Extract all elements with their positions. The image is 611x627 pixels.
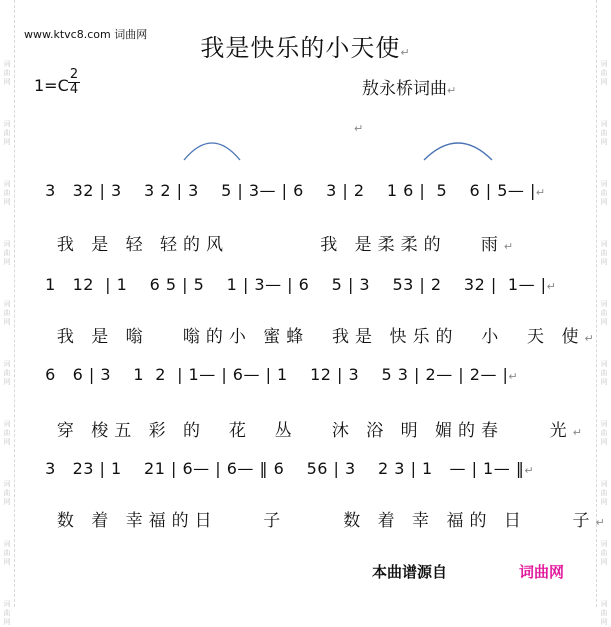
lyric-line-3: [34, 396, 591, 441]
time-signature-bottom: 4: [69, 82, 79, 97]
watermark-text: 词 曲 网: [600, 600, 608, 626]
watermark-text: 词 曲 网: [3, 420, 11, 446]
return-mark: ↵: [595, 516, 611, 529]
watermark-text: 词 曲 网: [3, 120, 11, 146]
notation-text: 1 12 | 1 6 5 | 5 1 | 3— | 6 5 | 3 53 | 2 32 | 1— |: [45, 275, 547, 294]
return-mark: ↵: [572, 426, 588, 439]
source-label: 本曲谱源自: [372, 563, 448, 581]
watermark-text: 词 曲 网: [600, 540, 608, 566]
lyric-text: 我 是 嗡 嗡的小 蜜蜂 我是 快乐的 小 天 使: [56, 327, 585, 347]
site-url[interactable]: www.ktvc8.com 词曲网: [24, 28, 148, 41]
lyric-text: 穿 梭五 彩 的 花 丛 沐 浴 明 媚的春 光: [56, 421, 573, 441]
composer-credit-text: 敖永桥词曲: [362, 79, 447, 99]
watermark-text: 词 曲 网: [600, 120, 608, 146]
notation-line-2: [34, 256, 591, 294]
watermark-text: 词 曲 网: [3, 60, 11, 86]
notation-text: 3 23 | 1 21 | 6— | 6— ‖ 6 56 | 3 2 3 | 1 — | 1— ‖: [45, 459, 525, 478]
watermark-text: 词 曲 网: [3, 360, 11, 386]
brand-link[interactable]: 词曲网: [519, 563, 565, 581]
return-mark: ↵: [546, 280, 557, 293]
watermark-text: 词 曲 网: [3, 180, 11, 206]
return-mark: ↵: [535, 186, 546, 199]
notation-line-1: [34, 162, 591, 200]
slur-mark: [424, 143, 492, 160]
watermark-text: 词 曲 网: [3, 540, 11, 566]
watermark-text: 词 曲 网: [600, 180, 608, 206]
time-signature-top: 2: [69, 67, 79, 82]
return-mark: ↵: [400, 46, 411, 59]
song-title-text: 我是快乐的小天使: [200, 34, 401, 62]
watermark-text: 词 曲 网: [600, 480, 608, 506]
watermark-text: 词 曲 网: [600, 420, 608, 446]
watermark-text: 词 曲 网: [600, 360, 608, 386]
notation-text: 6 6 | 3 1 2 | 1— | 6— | 1 12 | 3 5 3 | 2— | 2— |: [45, 365, 509, 384]
watermark-text: 词 曲 网: [3, 600, 11, 626]
lyric-line-1: [34, 210, 591, 255]
notation-line-3: [34, 346, 591, 384]
slur-mark: [184, 143, 240, 160]
watermark-text: 词 曲 网: [3, 480, 11, 506]
return-mark: ↵: [508, 370, 519, 383]
return-mark: ↵: [447, 84, 457, 97]
return-mark: ↵: [524, 464, 535, 477]
lyric-text: 我 是 轻 轻的风 我 是柔柔的 雨: [56, 235, 504, 255]
lyric-line-2: [34, 302, 600, 347]
return-mark: ↵: [354, 122, 364, 135]
watermark-text: 词 曲 网: [600, 60, 608, 86]
watermark-text: 词 曲 网: [3, 300, 11, 326]
watermark-text: 词 曲 网: [600, 300, 608, 326]
notation-text: 3 32 | 3 3 2 | 3 5 | 3— | 6 3 | 2 1 6 | 5 6 | 5— |: [45, 181, 536, 200]
lyric-text: 数 着 幸福的日 子 数 着 幸 福的 日 子: [56, 511, 596, 531]
return-mark: ↵: [503, 240, 520, 253]
key-signature: 1=C: [34, 76, 69, 95]
return-mark: ↵: [584, 332, 600, 345]
watermark-text: 词 曲 网: [3, 240, 11, 266]
notation-line-4: [34, 440, 591, 478]
watermark-text: 词 曲 网: [600, 240, 608, 266]
